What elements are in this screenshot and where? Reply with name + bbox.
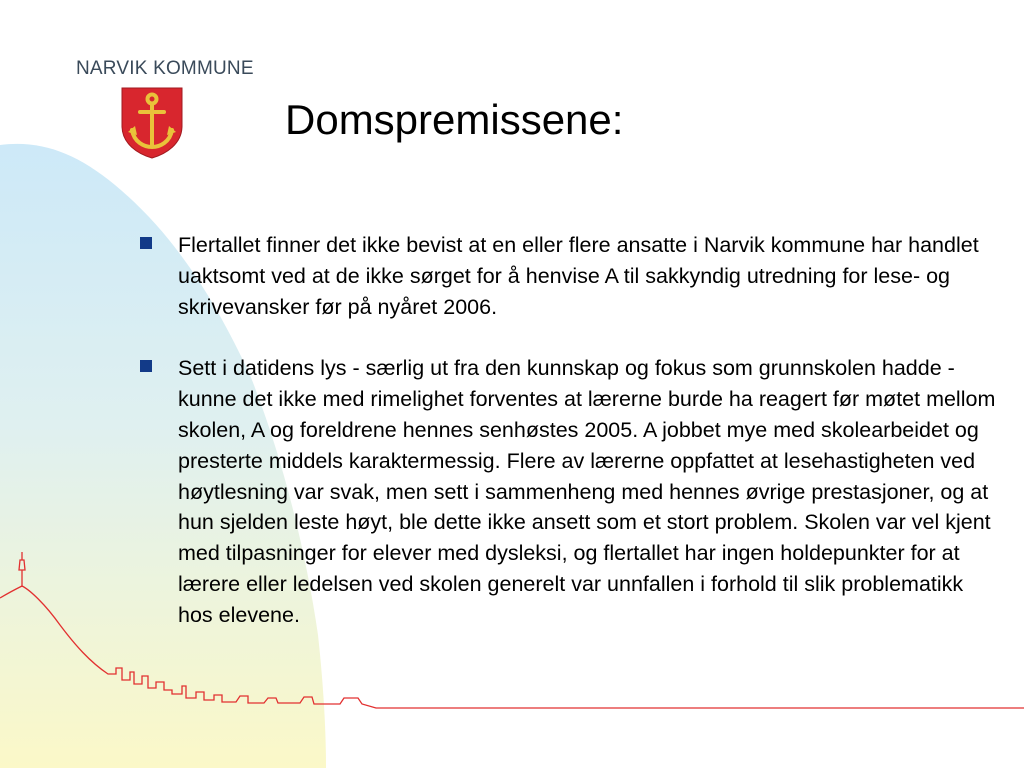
anchor-icon [120, 86, 184, 160]
org-name-logo: NARVIK KOMMUNE [76, 58, 254, 79]
bullet-list [140, 230, 1000, 662]
bullet-text: Sett i datidens lys - særlig ut fra den kunnskap og fokus som grunnskolen hadde - kunne det ikke med rimelighet forventes at lærerne burde ha reagert før møtet mellom skolen, A og foreldrene hennes senhøstes 2005. A jobbet mye med skolearbeidet og presterte middels karaktermessig. Flere av lærerne oppfattet at lesehastigheten ved høytlesning var svak, men sett i sammenheng med hennes øvrige prestasjoner, og at hun sjelden leste høyt, ble dette ikke ansett som et stort problem. Skolen var vel kjent med tilpasninger for elever med dysleksi, og flertallet har ingen holdepunkter for at lærere eller ledelsen ved skolen generelt var unnfallen i forhold til slik problematikk hos elevene. [178, 356, 996, 627]
bullet-item [140, 353, 1000, 630]
slide-title: Domspremissene: [285, 96, 624, 143]
bullet-text: Flertallet finner det ikke bevist at en eller flere ansatte i Narvik kommune har handlet uaktsomt ved at de ikke sørget for å henvise A til sakkyndig utredning for lese- og skrivevansker før på nyåret 2006. [178, 233, 979, 319]
square-bullet-icon [140, 237, 152, 249]
bullet-item [140, 230, 1000, 322]
square-bullet-icon [140, 360, 152, 372]
